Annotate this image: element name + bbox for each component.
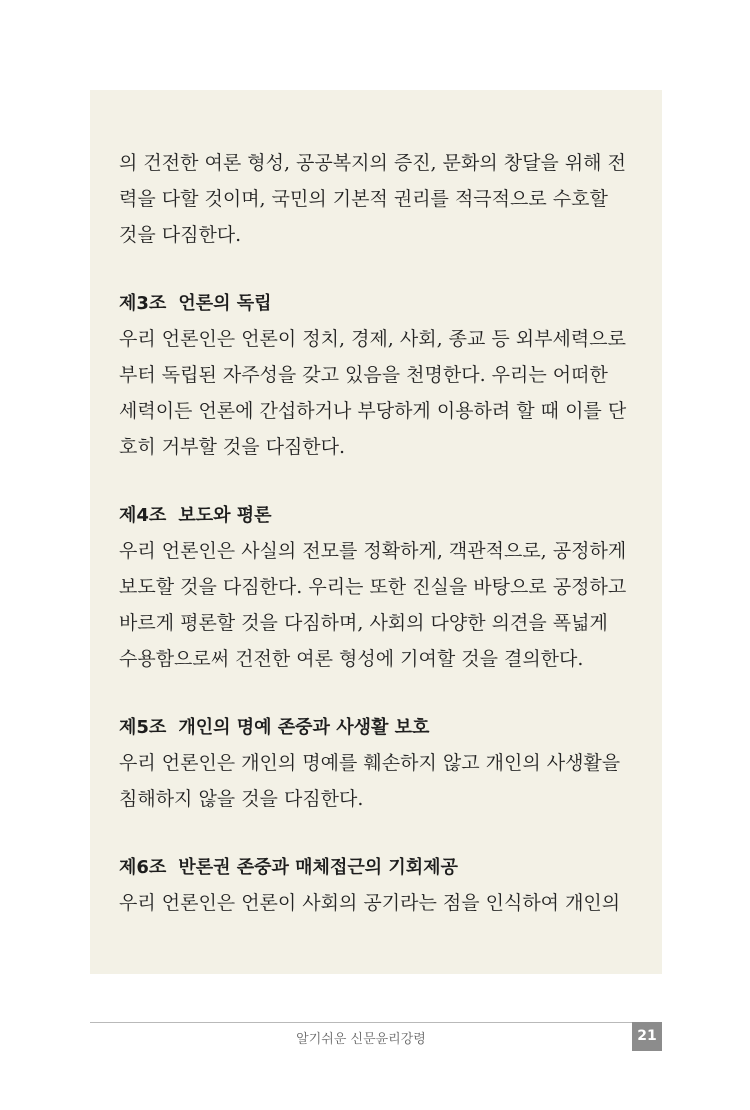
section-paragraph-5 — [119, 745, 639, 817]
article-number: 제5조 — [119, 717, 167, 738]
footer-divider — [90, 1022, 632, 1023]
article-title: 보도와 평론 — [178, 505, 272, 526]
page-number-badge: 21 — [632, 1022, 662, 1051]
article-number: 제6조 — [119, 857, 167, 878]
document-body — [119, 145, 639, 921]
text-line: 침해하지 않을 것을 다짐한다. — [119, 788, 364, 810]
text-line: 의 건전한 여론 형성, 공공복지의 증진, 문화의 창달을 위해 전 — [119, 152, 626, 174]
text-line: 것을 다짐한다. — [119, 224, 242, 246]
section-paragraph-4 — [119, 533, 639, 677]
text-line: 바르게 평론할 것을 다짐하며, 사회의 다양한 의견을 폭넓게 — [119, 612, 608, 634]
section-heading-4 — [119, 499, 639, 533]
text-line: 우리 언론인은 사실의 전모를 정확하게, 객관적으로, 공정하게 — [119, 540, 627, 562]
section-paragraph-3 — [119, 321, 639, 465]
footer-book-title: 알기쉬운 신문윤리강령 — [296, 1032, 426, 1047]
text-line: 우리 언론인은 언론이 사회의 공기라는 점을 인식하여 개인의 — [119, 892, 621, 914]
text-line: 보도할 것을 다짐한다. 우리는 또한 진실을 바탕으로 공정하고 — [119, 576, 627, 598]
text-line: 호히 거부할 것을 다짐한다. — [119, 436, 346, 458]
article-title: 언론의 독립 — [178, 293, 272, 314]
intro-paragraph — [119, 145, 639, 253]
text-line: 우리 언론인은 개인의 명예를 훼손하지 않고 개인의 사생활을 — [119, 752, 621, 774]
article-title: 개인의 명예 존중과 사생활 보호 — [178, 717, 430, 738]
text-line: 수용함으로써 건전한 여론 형성에 기여할 것을 결의한다. — [119, 648, 584, 670]
article-number: 제4조 — [119, 505, 167, 526]
text-line: 력을 다할 것이며, 국민의 기본적 권리를 적극적으로 수호할 — [119, 188, 608, 210]
article-title: 반론권 존중과 매체접근의 기회제공 — [178, 857, 458, 878]
text-line: 부터 독립된 자주성을 갖고 있음을 천명한다. 우리는 어떠한 — [119, 364, 608, 386]
text-line: 우리 언론인은 언론이 정치, 경제, 사회, 종교 등 외부세력으로 — [119, 328, 626, 350]
section-heading-5 — [119, 711, 639, 745]
article-number: 제3조 — [119, 293, 167, 314]
section-heading-6 — [119, 851, 639, 885]
section-heading-3 — [119, 287, 639, 321]
text-line: 세력이든 언론에 간섭하거나 부당하게 이용하려 할 때 이를 단 — [119, 400, 627, 422]
section-paragraph-6 — [119, 885, 639, 921]
